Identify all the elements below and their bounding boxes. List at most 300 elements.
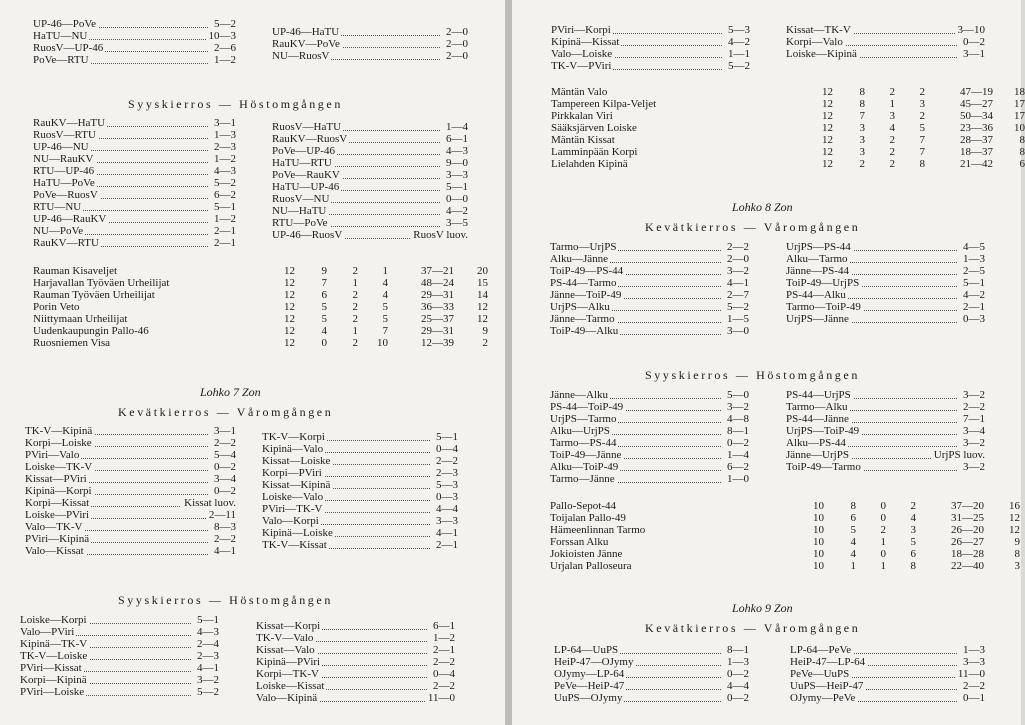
standings-points: 12	[1009, 512, 1020, 524]
standings-won: 1	[850, 560, 856, 572]
match-score: 1—2	[211, 213, 236, 225]
match-score: 0—2	[960, 36, 985, 48]
match-row	[272, 38, 468, 50]
match-teams: PeVe—HeiP-47	[554, 680, 625, 692]
section-header-autumn-2: Syyskierros — Höstomgången	[118, 593, 333, 607]
match-row	[20, 650, 219, 662]
standings-table-r1	[551, 86, 1025, 170]
match-teams: Alku—Tarmo	[786, 253, 848, 265]
match-teams: OJymy—LP-64	[554, 668, 625, 680]
standings-lost: 6	[910, 548, 916, 560]
match-score: 5—2	[724, 301, 749, 313]
match-score: 9—0	[443, 157, 468, 169]
section-header-spring: Kevätkierros — Våromgången	[118, 405, 334, 419]
match-teams: ToiP-49—UrjPS	[786, 277, 860, 289]
match-row	[256, 656, 455, 668]
results-block-3b	[262, 431, 458, 551]
standings-drawn: 0	[880, 500, 886, 512]
match-score: 1—2	[211, 153, 236, 165]
match-row	[790, 692, 985, 704]
standings-row	[551, 98, 1025, 110]
match-teams: Korpi—Loiske	[25, 437, 92, 449]
match-teams: TK-V—PViri	[551, 60, 612, 72]
match-row	[786, 313, 985, 325]
match-row	[20, 686, 219, 698]
match-score: 2—2	[211, 533, 236, 545]
match-teams: NU—RuosV	[272, 50, 330, 62]
standings-goals: 47—19	[960, 86, 993, 98]
match-row	[550, 241, 749, 253]
match-teams: UP-46—NU	[33, 141, 89, 153]
match-teams: RTU—PoVe	[272, 217, 328, 229]
standings-row	[550, 548, 1020, 560]
match-score: 4—2	[725, 36, 750, 48]
standings-played: 12	[822, 110, 833, 122]
match-row	[262, 491, 458, 503]
match-row	[25, 449, 236, 461]
standings-goals: 26—27	[951, 536, 984, 548]
match-teams: TK-V—Kissat	[262, 539, 327, 551]
match-row	[33, 189, 236, 201]
standings-won: 4	[850, 548, 856, 560]
results-block-2b	[272, 121, 468, 241]
match-score: 4—8	[724, 413, 749, 425]
match-teams: Kipinä—TK-V	[20, 638, 88, 650]
match-score: 5—1	[433, 431, 458, 443]
match-teams: UrjPS—Alku	[550, 301, 610, 313]
standings-team-name: Urjalan Palloseura	[550, 560, 632, 572]
standings-team-name: Sääksjärven Loiske	[551, 122, 637, 134]
match-score: 2—1	[433, 539, 458, 551]
match-row	[262, 515, 458, 527]
standings-row	[33, 337, 488, 349]
standings-points: 3	[1014, 560, 1020, 572]
match-row	[786, 36, 985, 48]
results-block-1a	[33, 18, 236, 66]
match-row	[272, 133, 468, 145]
match-score: 0—2	[211, 461, 236, 473]
standings-drawn: 2	[889, 86, 895, 98]
standings-team-name: Ruosniemen Visa	[33, 337, 111, 349]
standings-row	[550, 524, 1020, 536]
match-row	[554, 656, 749, 668]
standings-won: 5	[850, 524, 856, 536]
standings-lost: 5	[382, 301, 388, 313]
match-teams: HaTU—RTU	[272, 157, 332, 169]
match-score: 1—3	[960, 253, 985, 265]
standings-row	[551, 122, 1025, 134]
standings-row	[550, 500, 1020, 512]
match-score: 5—2	[211, 177, 236, 189]
match-score: 5—0	[724, 389, 749, 401]
match-row	[256, 668, 455, 680]
standings-lost: 2	[919, 110, 925, 122]
standings-lost: 10	[377, 337, 388, 349]
match-teams: Alku—PS-44	[786, 437, 846, 449]
match-score: 3—2	[960, 461, 985, 473]
match-teams: Valo—Kissat	[25, 545, 84, 557]
match-teams: TK-V—Kipinä	[25, 425, 93, 437]
standings-goals: 18—28	[951, 548, 984, 560]
match-row	[786, 241, 985, 253]
standings-played: 10	[813, 548, 824, 560]
standings-goals: 18—37	[960, 146, 993, 158]
standings-drawn: 1	[352, 277, 358, 289]
match-score: 3—3	[443, 169, 468, 181]
match-score: 6—1	[430, 620, 455, 632]
match-score: 2—2	[960, 401, 985, 413]
match-row	[790, 680, 985, 692]
match-teams: Kissat—Valo	[256, 644, 315, 656]
standings-row	[33, 313, 488, 325]
standings-drawn: 2	[352, 265, 358, 277]
standings-lost: 7	[919, 146, 925, 158]
match-teams: Loiske—Korpi	[20, 614, 87, 626]
match-teams: Kipinä—Korpi	[25, 485, 92, 497]
match-score: 10—3	[206, 30, 237, 42]
standings-played: 10	[813, 536, 824, 548]
match-score: 3—3	[960, 656, 985, 668]
standings-points: 8	[1019, 146, 1025, 158]
match-row	[33, 117, 236, 129]
standings-goals: 26—20	[951, 524, 984, 536]
match-teams: Kipinä—Kissat	[551, 36, 620, 48]
match-score: 5—3	[433, 479, 458, 491]
group-title-7: Lohko 7 Zon	[200, 385, 261, 399]
match-row	[786, 301, 985, 313]
match-row	[262, 467, 458, 479]
standings-drawn: 2	[352, 301, 358, 313]
match-score: 8—1	[724, 644, 749, 656]
group-title-9: Lohko 9 Zon	[732, 601, 793, 615]
standings-played: 12	[822, 98, 833, 110]
match-score: 1—5	[724, 313, 749, 325]
match-score: 2—4	[194, 638, 219, 650]
standings-drawn: 2	[352, 289, 358, 301]
results-block-4b	[256, 620, 455, 704]
results-block-r2a	[550, 241, 749, 337]
match-score: 3—2	[960, 389, 985, 401]
standings-lost: 8	[919, 158, 925, 170]
standings-goals: 37—20	[951, 500, 984, 512]
match-score: 0—2	[724, 437, 749, 449]
standings-drawn: 2	[352, 313, 358, 325]
match-row	[25, 461, 236, 473]
standings-points: 6	[1019, 158, 1025, 170]
match-teams: Korpi—PViri	[262, 467, 322, 479]
match-teams: PViri—Valo	[25, 449, 80, 461]
match-teams: RTU—UP-46	[33, 165, 95, 177]
book-gutter	[505, 0, 512, 725]
match-teams: PS-44—Jänne	[786, 413, 849, 425]
standings-points: 8	[1014, 548, 1020, 560]
match-teams: Tarmo—Alku	[786, 401, 848, 413]
match-score: 0—3	[960, 313, 985, 325]
match-row	[554, 692, 749, 704]
standings-row	[551, 86, 1025, 98]
match-score: 3—5	[443, 217, 468, 229]
standings-lost: 7	[919, 134, 925, 146]
standings-goals: 21—42	[960, 158, 993, 170]
match-teams: RTU—NU	[33, 201, 82, 213]
standings-won: 6	[321, 289, 327, 301]
standings-played: 12	[284, 289, 295, 301]
match-score: 5—4	[211, 449, 236, 461]
match-row	[790, 656, 985, 668]
standings-played: 10	[813, 512, 824, 524]
match-row	[272, 205, 468, 217]
match-row	[20, 662, 219, 674]
match-teams: Loiske—PViri	[25, 509, 90, 521]
standings-lost: 1	[382, 265, 388, 277]
standings-team-name: Tampereen Kilpa-Veljet	[551, 98, 657, 110]
standings-goals: 12—39	[421, 337, 454, 349]
match-row	[550, 325, 749, 337]
match-score: 2—1	[430, 644, 455, 656]
standings-lost: 4	[382, 277, 388, 289]
standings-points: 20	[477, 265, 488, 277]
left-page	[0, 0, 505, 725]
match-teams: ToiP-49—Alku	[550, 325, 619, 337]
standings-points: 17	[1014, 110, 1025, 122]
match-score: 6—1	[443, 133, 468, 145]
match-teams: HeiP-47—OJymy	[554, 656, 634, 668]
standings-won: 3	[859, 146, 865, 158]
match-teams: Tarmo—UrjPS	[550, 241, 617, 253]
standings-points: 12	[477, 313, 488, 325]
standings-goals: 23—36	[960, 122, 993, 134]
section-header-autumn-r: Syyskierros — Höstomgången	[645, 368, 860, 382]
standings-points: 9	[1014, 536, 1020, 548]
match-teams: PViri—Kipinä	[25, 533, 90, 545]
standings-goals: 36—33	[421, 301, 454, 313]
standings-row	[550, 512, 1020, 524]
match-score: 7—1	[960, 413, 985, 425]
match-score: 2—3	[194, 650, 219, 662]
match-score: 11—0	[425, 692, 455, 704]
standings-won: 7	[321, 277, 327, 289]
match-teams: Korpi—Valo	[786, 36, 843, 48]
match-row	[551, 60, 750, 72]
results-block-r1b	[786, 24, 985, 60]
standings-won: 6	[850, 512, 856, 524]
match-score: 4—3	[443, 145, 468, 157]
match-teams: Loiske—Kissat	[256, 680, 325, 692]
match-row	[550, 413, 749, 425]
standings-row	[33, 301, 488, 313]
match-row	[786, 265, 985, 277]
match-teams: HaTU—NU	[33, 30, 88, 42]
match-score: 3—10	[955, 24, 986, 36]
match-teams: Tarmo—PS-44	[550, 437, 617, 449]
match-score: 11—0	[955, 668, 985, 680]
match-row	[25, 473, 236, 485]
match-teams: PS-44—Tarmo	[550, 277, 617, 289]
match-score: 1—3	[960, 644, 985, 656]
standings-points: 17	[1014, 98, 1025, 110]
standings-played: 12	[284, 313, 295, 325]
match-score: 1—2	[430, 632, 455, 644]
standings-drawn: 2	[889, 158, 895, 170]
match-teams: Kissat—TK-V	[786, 24, 851, 36]
standings-team-name: Lielahden Kipinä	[551, 158, 628, 170]
match-teams: Kissat—Korpi	[256, 620, 321, 632]
match-row	[550, 401, 749, 413]
match-teams: Tarmo—Jänne	[550, 473, 615, 485]
match-row	[550, 425, 749, 437]
section-header-spring-r: Kevätkierros — Våromgången	[645, 220, 861, 234]
match-score: 2—11	[206, 509, 236, 521]
standings-team-name: Rauman Työväen Urheilijat	[33, 289, 155, 301]
match-row	[20, 614, 219, 626]
match-row	[554, 668, 749, 680]
match-teams: LP-64—UuPS	[554, 644, 619, 656]
results-block-3a	[25, 425, 236, 557]
results-block-r1a	[551, 24, 750, 72]
match-score: 2—2	[433, 455, 458, 467]
match-row	[272, 26, 468, 38]
match-score: 2—2	[211, 437, 236, 449]
match-score: 0—4	[430, 668, 455, 680]
standings-won: 4	[850, 536, 856, 548]
standings-played: 12	[284, 337, 295, 349]
match-score: 4—1	[433, 527, 458, 539]
standings-team-name: Uudenkaupungin Pallo-46	[33, 325, 149, 337]
standings-won: 8	[859, 86, 865, 98]
standings-goals: 29—31	[421, 325, 454, 337]
standings-won: 3	[859, 122, 865, 134]
group-title-8: Lohko 8 Zon	[732, 200, 793, 214]
match-score: 8—3	[211, 521, 236, 533]
match-score: 1—4	[724, 449, 749, 461]
match-score: 5—1	[194, 614, 219, 626]
standings-played: 12	[822, 134, 833, 146]
match-score: UrjPS luov.	[931, 449, 985, 461]
standings-team-name: Toijalan Pallo-49	[550, 512, 626, 524]
standings-row	[550, 536, 1020, 548]
standings-points: 14	[477, 289, 488, 301]
match-score: 1—2	[211, 54, 236, 66]
standings-points: 12	[477, 301, 488, 313]
standings-won: 4	[321, 325, 327, 337]
match-teams: RauKV—HaTU	[33, 117, 106, 129]
match-row	[33, 54, 236, 66]
match-row	[33, 165, 236, 177]
standings-points: 18	[1014, 86, 1025, 98]
results-block-r4b	[790, 644, 985, 704]
match-teams: UrjPS—ToiP-49	[786, 425, 860, 437]
match-teams: Kissat—Loiske	[262, 455, 331, 467]
match-teams: Jänne—Tarmo	[550, 313, 615, 325]
standings-won: 2	[859, 158, 865, 170]
match-teams: RuosV—UP-46	[33, 42, 104, 54]
match-teams: TK-V—Loiske	[20, 650, 88, 662]
results-block-r3b	[786, 389, 985, 473]
standings-row	[33, 265, 488, 277]
match-score: 0—1	[960, 692, 985, 704]
standings-played: 12	[822, 122, 833, 134]
standings-drawn: 2	[880, 524, 886, 536]
match-score: 2—2	[430, 656, 455, 668]
match-row	[25, 533, 236, 545]
match-score: 4—1	[194, 662, 219, 674]
match-row	[272, 181, 468, 193]
match-score: 8—1	[724, 425, 749, 437]
match-row	[20, 638, 219, 650]
match-teams: NU—HaTU	[272, 205, 327, 217]
standings-drawn: 2	[352, 337, 358, 349]
match-teams: Alku—ToiP-49	[550, 461, 619, 473]
match-teams: Valo—Kipinä	[256, 692, 318, 704]
match-score: 5—1	[443, 181, 468, 193]
standings-goals: 25—37	[421, 313, 454, 325]
match-teams: Valo—Korpi	[262, 515, 319, 527]
match-teams: Jänne—UrjPS	[786, 449, 849, 461]
match-teams: UP-46—RuosV	[272, 229, 343, 241]
match-teams: UuPS—OJymy	[554, 692, 623, 704]
match-score: 2—3	[211, 141, 236, 153]
match-teams: PS-44—Alku	[786, 289, 846, 301]
standings-points: 2	[482, 337, 488, 349]
match-score: 0—4	[433, 443, 458, 455]
match-teams: ToiP-49—Tarmo	[786, 461, 861, 473]
match-score: 2—1	[211, 225, 236, 237]
match-row	[550, 253, 749, 265]
match-teams: Jänne—Alku	[550, 389, 609, 401]
match-row	[262, 455, 458, 467]
match-row	[33, 141, 236, 153]
match-score: 2—0	[443, 38, 468, 50]
match-row	[25, 437, 236, 449]
match-row	[272, 121, 468, 133]
standings-team-name: Hämeenlinnan Tarmo	[550, 524, 646, 536]
match-teams: PoVe—RTU	[33, 54, 89, 66]
standings-team-name: Rauman Kisaveljet	[33, 265, 118, 277]
match-teams: RauKV—RuosV	[272, 133, 348, 145]
match-score: 0—2	[724, 668, 749, 680]
standings-points: 8	[1019, 134, 1025, 146]
match-score: 4—2	[960, 289, 985, 301]
match-score: 1—0	[724, 473, 749, 485]
match-score: 1—1	[725, 48, 750, 60]
standings-played: 12	[822, 146, 833, 158]
match-score: 2—6	[211, 42, 236, 54]
standings-row	[551, 158, 1025, 170]
match-row	[554, 680, 749, 692]
match-row	[551, 24, 750, 36]
match-score: 1—3	[211, 129, 236, 141]
match-score: 5—1	[211, 201, 236, 213]
standings-table-1	[33, 265, 488, 349]
results-block-4a	[20, 614, 219, 698]
match-row	[550, 461, 749, 473]
match-teams: Kissat—Kipinä	[262, 479, 331, 491]
standings-lost: 8	[910, 560, 916, 572]
standings-drawn: 0	[880, 512, 886, 524]
standings-drawn: 3	[889, 110, 895, 122]
standings-points: 9	[482, 325, 488, 337]
match-row	[33, 153, 236, 165]
match-teams: Loiske—TK-V	[25, 461, 93, 473]
match-teams: RuosV—RTU	[33, 129, 96, 141]
match-teams: HaTU—PoVe	[33, 177, 95, 189]
standings-goals: 37—21	[421, 265, 454, 277]
results-block-r2b	[786, 241, 985, 325]
standings-team-name: Porin Veto	[33, 301, 80, 313]
match-score: 5—2	[194, 686, 219, 698]
match-teams: PoVe—RauKV	[272, 169, 340, 181]
match-row	[262, 443, 458, 455]
